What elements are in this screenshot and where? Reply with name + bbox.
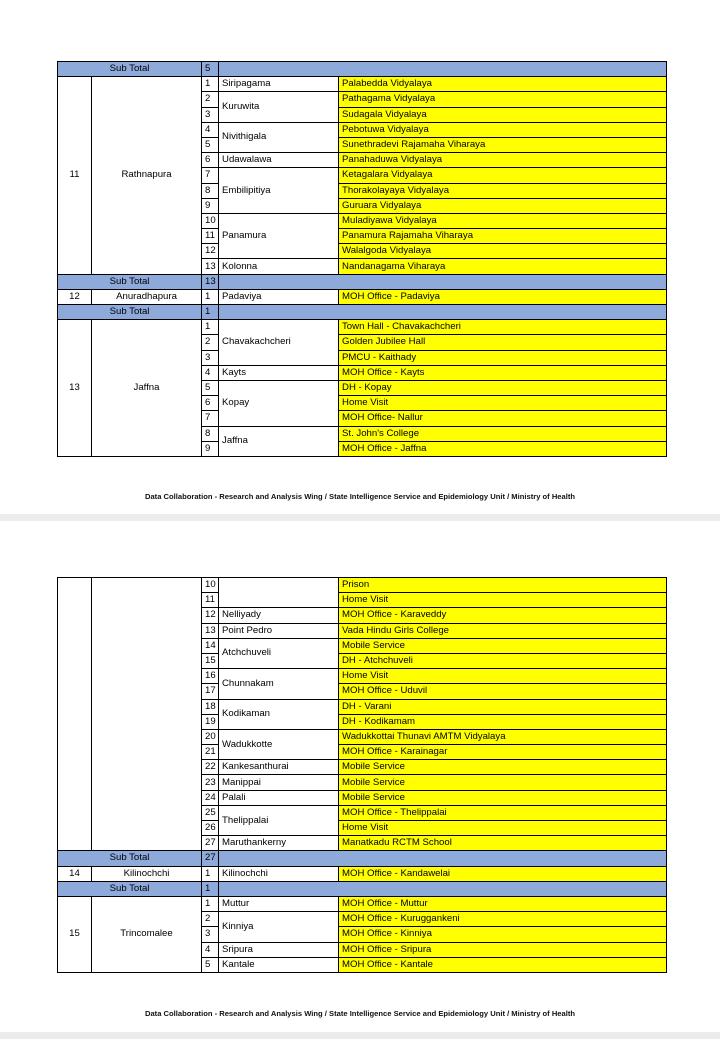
district-name: Rathnapura — [92, 77, 202, 274]
table-row: 11 Home Visit — [58, 593, 667, 608]
moh-area: Embilipitiya — [219, 168, 339, 214]
table-row: 3 MOH Office - Kinniya — [58, 927, 667, 942]
district-number — [58, 578, 92, 851]
moh-area: Manippai — [219, 775, 339, 790]
moh-area: Kuruwita — [219, 92, 339, 122]
centre-location: MOH Office - Karainagar — [339, 745, 667, 760]
centre-location: MOH Office - Sripura — [339, 942, 667, 957]
district-number: 15 — [58, 896, 92, 972]
centre-location: Guruara Vidyalaya — [339, 198, 667, 213]
table-row: 5 Kopay DH - Kopay — [58, 380, 667, 395]
district-number: 13 — [58, 320, 92, 457]
centre-location: MOH Office - Kinniya — [339, 927, 667, 942]
centre-location: DH - Kodikamam — [339, 714, 667, 729]
table-row: 2 Kuruwita Pathagama Vidyalaya — [58, 92, 667, 107]
table-row: 15 DH - Atchchuveli — [58, 653, 667, 668]
centre-location: MOH Office - Kayts — [339, 365, 667, 380]
moh-area: Kinniya — [219, 912, 339, 942]
table-row: 6 Home Visit — [58, 396, 667, 411]
moh-area: Palali — [219, 790, 339, 805]
centre-location: Sunethradevi Rajamaha Viharaya — [339, 137, 667, 152]
district-number: 11 — [58, 77, 92, 274]
moh-area: Chunnakam — [219, 669, 339, 699]
table-row: 8 Thorakolayaya Vidyalaya — [58, 183, 667, 198]
centre-location: Town Hall - Chavakachcheri — [339, 320, 667, 335]
document-page-1 — [0, 0, 720, 514]
page-footer: Data Collaboration - Research and Analysis Wing / State Intelligence Service and Epidemiology Unit / Ministry of Health — [144, 492, 576, 501]
moh-area: Chavakachcheri — [219, 320, 339, 366]
centre-location: Walalgoda Vidyalaya — [339, 244, 667, 259]
vaccination-centre-table-page-2 — [57, 577, 667, 973]
moh-area: Kilinochchi — [219, 866, 339, 881]
table-row: 26 Home Visit — [58, 821, 667, 836]
table-row: 17 MOH Office - Uduvil — [58, 684, 667, 699]
subtotal-row: Sub Total 13 — [58, 274, 667, 289]
centre-location: MOH Office - Padaviya — [339, 289, 667, 304]
moh-area: Nivithigala — [219, 122, 339, 152]
centre-location: Prison — [339, 578, 667, 593]
table-row: 12 Nelliyady MOH Office - Karaveddy — [58, 608, 667, 623]
table-row: 3 PMCU - Kaithady — [58, 350, 667, 365]
vaccination-centre-table-page-1 — [57, 61, 667, 457]
table-row: 5 Sunethradevi Rajamaha Viharaya — [58, 137, 667, 152]
subtotal-row: Sub Total 1 — [58, 305, 667, 320]
centre-location: Pebotuwa Vidyalaya — [339, 122, 667, 137]
moh-area: Padaviya — [219, 289, 339, 304]
moh-area: Point Pedro — [219, 623, 339, 638]
centre-location: Home Visit — [339, 669, 667, 684]
table-row: 6 Udawalawa Panahaduwa Vidyalaya — [58, 153, 667, 168]
moh-area: Sripura — [219, 942, 339, 957]
moh-area: Kayts — [219, 365, 339, 380]
centre-location: Nandanagama Viharaya — [339, 259, 667, 274]
table-row: 2 Golden Jubilee Hall — [58, 335, 667, 350]
moh-area: Jaffna — [219, 426, 339, 456]
table-row: 11 Panamura Rajamaha Viharaya — [58, 229, 667, 244]
table-row: 15 Trincomalee 1 Muttur MOH Office - Muttur — [58, 896, 667, 911]
district-name: Kilinochchi — [92, 866, 202, 881]
centre-location: Home Visit — [339, 593, 667, 608]
subtotal-row: Sub Total 1 — [58, 881, 667, 896]
centre-location: Mobile Service — [339, 775, 667, 790]
district-name: Anuradhapura — [92, 289, 202, 304]
moh-area: Panamura — [219, 213, 339, 259]
centre-location: Home Visit — [339, 396, 667, 411]
moh-area: Muttur — [219, 896, 339, 911]
table-row: 4 Nivithigala Pebotuwa Vidyalaya — [58, 122, 667, 137]
table-row: 13 Jaffna 1 Chavakachcheri Town Hall - Chavakachcheri — [58, 320, 667, 335]
centre-location: MOH Office - Muttur — [339, 896, 667, 911]
moh-area: Nelliyady — [219, 608, 339, 623]
moh-area: Udawalawa — [219, 153, 339, 168]
table-row: 18 Kodikaman DH - Varani — [58, 699, 667, 714]
centre-location: St. John's College — [339, 426, 667, 441]
centre-location: Home Visit — [339, 821, 667, 836]
table-row: 19 DH - Kodikamam — [58, 714, 667, 729]
moh-area — [219, 578, 339, 608]
subtotal-row: Sub Total 5 — [58, 62, 667, 77]
centre-location: PMCU - Kaithady — [339, 350, 667, 365]
document-page-2 — [0, 521, 720, 1032]
centre-location: Manatkadu RCTM School — [339, 836, 667, 851]
table-row: 14 Kilinochchi 1 Kilinochchi MOH Office - Kandawelai — [58, 866, 667, 881]
centre-location: MOH Office - Uduvil — [339, 684, 667, 699]
table-row: 9 MOH Office - Jaffna — [58, 441, 667, 456]
centre-location: Vada Hindu Girls College — [339, 623, 667, 638]
moh-area: Kodikaman — [219, 699, 339, 729]
centre-location: DH - Atchchuveli — [339, 653, 667, 668]
centre-location: MOH Office - Karaveddy — [339, 608, 667, 623]
district-name — [92, 578, 202, 851]
table-row: 8 Jaffna St. John's College — [58, 426, 667, 441]
moh-area: Siripagama — [219, 77, 339, 92]
table-row: 2 Kinniya MOH Office - Kuruggankeni — [58, 912, 667, 927]
table-row: 4 Kayts MOH Office - Kayts — [58, 365, 667, 380]
centre-location: DH - Kopay — [339, 380, 667, 395]
district-name: Trincomalee — [92, 896, 202, 972]
centre-location: Muladiyawa Vidyalaya — [339, 213, 667, 228]
table-row: 12 Walalgoda Vidyalaya — [58, 244, 667, 259]
centre-location: Thorakolayaya Vidyalaya — [339, 183, 667, 198]
table-row: 9 Guruara Vidyalaya — [58, 198, 667, 213]
centre-location: MOH Office - Kantale — [339, 957, 667, 972]
centre-location: Golden Jubilee Hall — [339, 335, 667, 350]
centre-location: Pathagama Vidyalaya — [339, 92, 667, 107]
table-row: 16 Chunnakam Home Visit — [58, 669, 667, 684]
moh-area: Maruthankerny — [219, 836, 339, 851]
district-number: 14 — [58, 866, 92, 881]
centre-location: MOH Office- Nallur — [339, 411, 667, 426]
moh-area: Kopay — [219, 380, 339, 426]
moh-area: Kantale — [219, 957, 339, 972]
centre-location: Palabedda Vidyalaya — [339, 77, 667, 92]
centre-location: MOH Office - Kuruggankeni — [339, 912, 667, 927]
table-row: 10 Prison — [58, 578, 667, 593]
table-row: 10 Panamura Muladiyawa Vidyalaya — [58, 213, 667, 228]
table-row: 7 Embilipitiya Ketagalara Vidyalaya — [58, 168, 667, 183]
table-row: 5 Kantale MOH Office - Kantale — [58, 957, 667, 972]
centre-location: Panahaduwa Vidyalaya — [339, 153, 667, 168]
subtotal-row: Sub Total 27 — [58, 851, 667, 866]
table-row: 14 Atchchuveli Mobile Service — [58, 638, 667, 653]
table-row: 13 Point Pedro Vada Hindu Girls College — [58, 623, 667, 638]
district-number: 12 — [58, 289, 92, 304]
centre-location: Sudagala Vidyalaya — [339, 107, 667, 122]
page-footer: Data Collaboration - Research and Analysis Wing / State Intelligence Service and Epidemiology Unit / Ministry of Health — [144, 1009, 576, 1018]
table-row: 13 Kolonna Nandanagama Viharaya — [58, 259, 667, 274]
centre-location: Mobile Service — [339, 638, 667, 653]
table-row: 27 Maruthankerny Manatkadu RCTM School — [58, 836, 667, 851]
moh-area: Thelippalai — [219, 805, 339, 835]
table-row: 20 Wadukkotte Wadukkottai Thunavi AMTM Vidyalaya — [58, 729, 667, 744]
centre-location: Panamura Rajamaha Viharaya — [339, 229, 667, 244]
moh-area: Wadukkotte — [219, 729, 339, 759]
table-row: 12 Anuradhapura 1 Padaviya MOH Office - Padaviya — [58, 289, 667, 304]
centre-location: Ketagalara Vidyalaya — [339, 168, 667, 183]
table-row: 25 Thelippalai MOH Office - Thelippalai — [58, 805, 667, 820]
moh-area: Kankesanthurai — [219, 760, 339, 775]
centre-location: DH - Varani — [339, 699, 667, 714]
centre-location: Mobile Service — [339, 760, 667, 775]
centre-location: MOH Office - Thelippalai — [339, 805, 667, 820]
centre-location: MOH Office - Jaffna — [339, 441, 667, 456]
moh-area: Atchchuveli — [219, 638, 339, 668]
table-row: 23 Manippai Mobile Service — [58, 775, 667, 790]
table-row: 3 Sudagala Vidyalaya — [58, 107, 667, 122]
table-row: 22 Kankesanthurai Mobile Service — [58, 760, 667, 775]
moh-area: Kolonna — [219, 259, 339, 274]
table-row: 11 Rathnapura 1 Siripagama Palabedda Vidyalaya — [58, 77, 667, 92]
centre-location: MOH Office - Kandawelai — [339, 866, 667, 881]
centre-location: Wadukkottai Thunavi AMTM Vidyalaya — [339, 729, 667, 744]
table-row: 24 Palali Mobile Service — [58, 790, 667, 805]
centre-location: Mobile Service — [339, 790, 667, 805]
table-row: 4 Sripura MOH Office - Sripura — [58, 942, 667, 957]
table-row: 21 MOH Office - Karainagar — [58, 745, 667, 760]
table-row: 7 MOH Office- Nallur — [58, 411, 667, 426]
district-name: Jaffna — [92, 320, 202, 457]
